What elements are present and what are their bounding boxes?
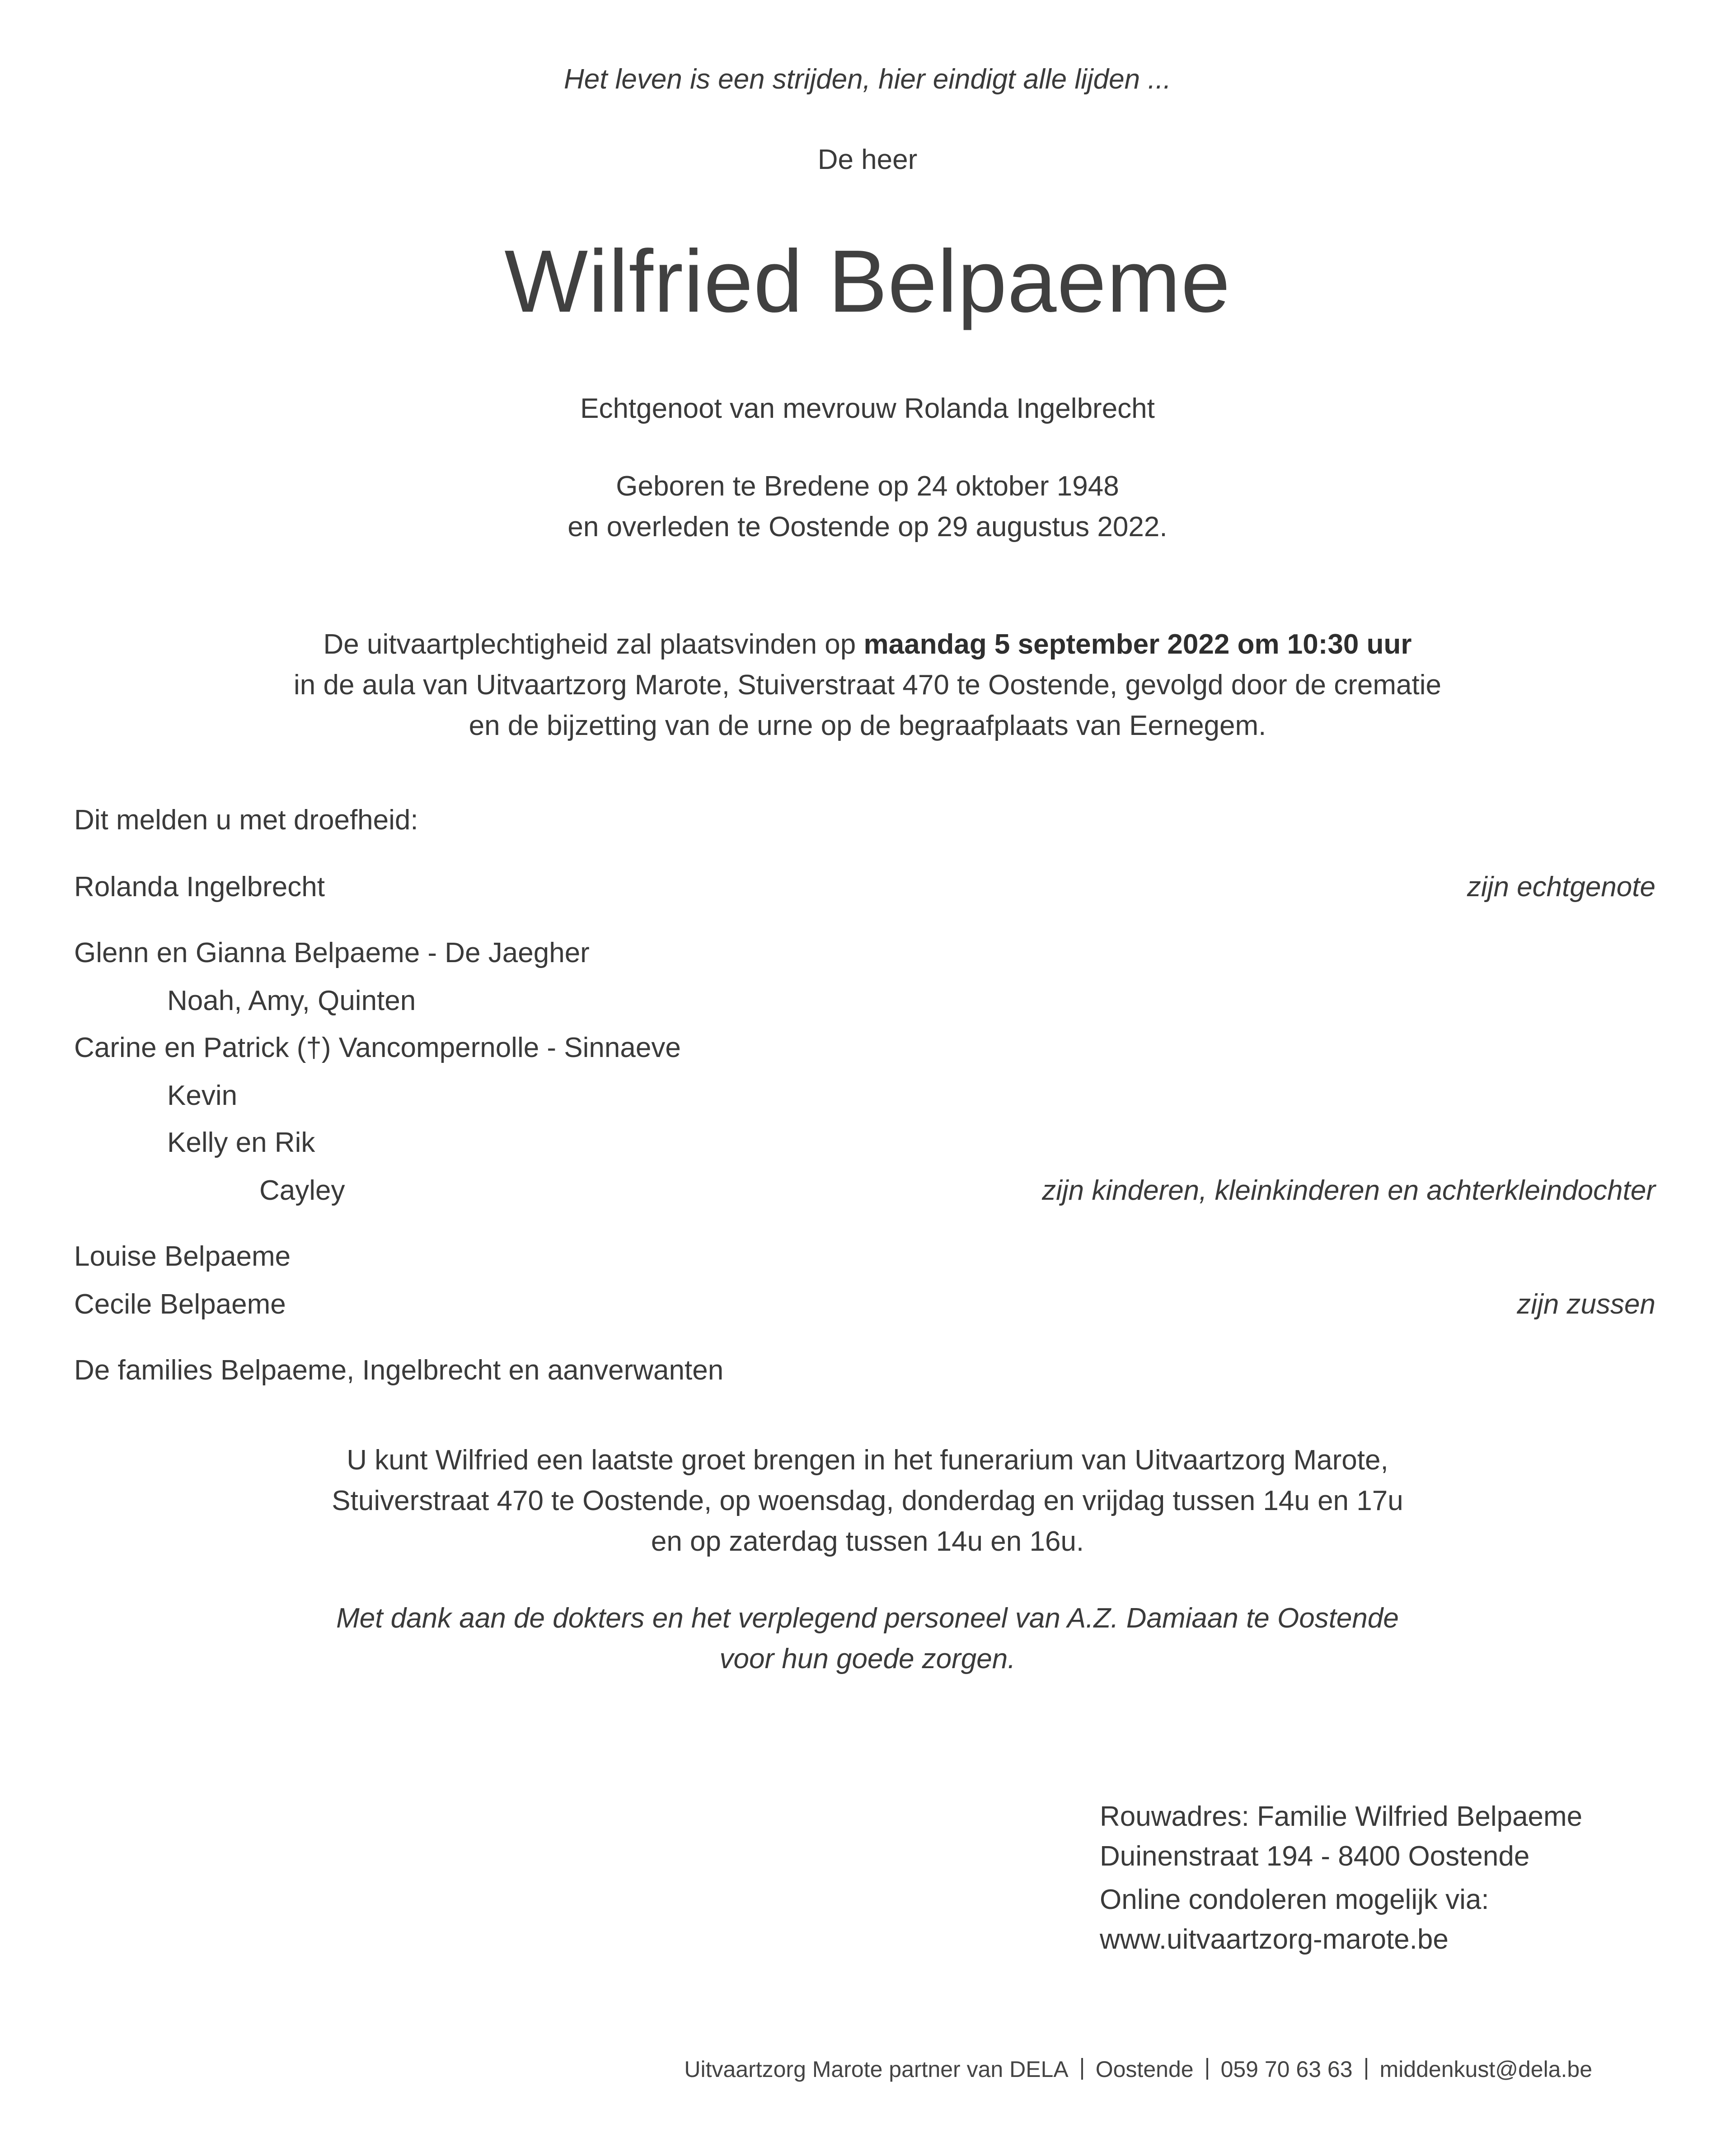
birth-line: Geboren te Bredene op 24 oktober 1948 xyxy=(616,471,1119,502)
deceased-name: Wilfried Belpaeme xyxy=(504,232,1231,331)
footer-separator xyxy=(1206,2058,1208,2080)
thanks-line-1: Met dank aan de dokters en het verplegend personeel van A.Z. Damiaan te Oostende xyxy=(336,1603,1399,1634)
mourner-great-grandchild: Cayley xyxy=(259,1175,345,1206)
thanks-line-2: voor hun goede zorgen. xyxy=(719,1643,1016,1674)
motto: Het leven is een strijden, hier eindigt alle lijden ... xyxy=(563,64,1172,95)
spouse-line: Echtgenoot van mevrouw Rolanda Ingelbrecht xyxy=(580,393,1155,424)
footer-separator xyxy=(1081,2058,1083,2080)
visit-line-2: Stuiverstraat 470 te Oostende, op woensdag, donderdag en vrijdag tussen 14u en 17u xyxy=(332,1485,1403,1516)
mourner-grandchild-2a: Kevin xyxy=(167,1080,238,1111)
mourner-grandchildren-1: Noah, Amy, Quinten xyxy=(167,985,416,1016)
mourner-grandchild-2b: Kelly en Rik xyxy=(167,1127,315,1158)
thanks-block xyxy=(0,1598,1735,1679)
ceremony-prefix: De uitvaartplechtigheid zal plaatsvinden op xyxy=(323,629,864,660)
mourners-intro: Dit melden u met droefheid: xyxy=(74,804,418,836)
mourner-child-2: Carine en Patrick (†) Vancompernolle - Sinnaeve xyxy=(74,1032,681,1063)
spouse-relation: zijn echtgenote xyxy=(1467,871,1655,903)
death-line: en overleden te Oostende op 29 augustus 2022. xyxy=(567,511,1168,543)
salutation: De heer xyxy=(817,144,918,175)
ceremony-block xyxy=(0,624,1735,746)
footer-city: Oostende xyxy=(1095,2057,1194,2082)
address-line-1: Rouwadres: Familie Wilfried Belpaeme xyxy=(1100,1801,1583,1832)
ceremony-line-3: en de bijzetting van de urne op de begraafplaats van Eernegem. xyxy=(469,710,1266,741)
footer-email[interactable]: middenkust@dela.be xyxy=(1379,2057,1592,2082)
mourner-sister-1: Louise Belpaeme xyxy=(74,1241,291,1272)
mourner-child-1: Glenn en Gianna Belpaeme - De Jaegher xyxy=(74,937,590,968)
address-line-2: Duinenstraat 194 - 8400 Oostende xyxy=(1100,1841,1530,1872)
condolence-link[interactable]: www.uitvaartzorg-marote.be xyxy=(1100,1924,1449,1955)
mourner-families: De families Belpaeme, Ingelbrecht en aanverwanten xyxy=(74,1355,724,1386)
mourner-spouse: Rolanda Ingelbrecht xyxy=(74,871,325,903)
ceremony-line-1 xyxy=(0,624,1735,665)
footer-separator xyxy=(1365,2058,1367,2080)
footer-phone[interactable]: 059 70 63 63 xyxy=(1220,2057,1353,2082)
visit-line-3: en op zaterdag tussen 14u en 16u. xyxy=(651,1526,1084,1557)
footer-company: Uitvaartzorg Marote partner van DELA xyxy=(684,2057,1069,2082)
footer xyxy=(684,2056,1592,2082)
mourner-sister-2: Cecile Belpaeme xyxy=(74,1289,286,1320)
ceremony-date: maandag 5 september 2022 om 10:30 uur xyxy=(863,629,1412,660)
address-line-3: Online condoleren mogelijk via: xyxy=(1100,1884,1489,1915)
ceremony-line-2: in de aula van Uitvaartzorg Marote, Stuiverstraat 470 te Oostende, gevolgd door de crematie xyxy=(294,669,1441,701)
children-relation: zijn kinderen, kleinkinderen en achterkleindochter xyxy=(1042,1175,1655,1206)
visit-line-1: U kunt Wilfried een laatste groet brengen in het funerarium van Uitvaartzorg Marote, xyxy=(347,1445,1388,1476)
address-block xyxy=(1100,1797,1582,1960)
visit-block xyxy=(0,1440,1735,1562)
sisters-relation: zijn zussen xyxy=(1517,1289,1655,1320)
